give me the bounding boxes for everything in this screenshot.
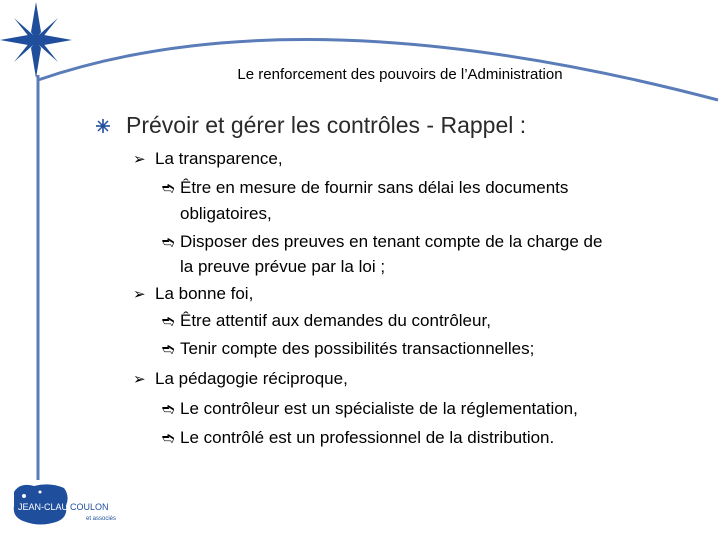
outline-arrow-bullet-icon: ➬ [162, 401, 175, 418]
list-item [133, 149, 283, 169]
arrowhead-bullet-icon: ➢ [133, 151, 146, 168]
outline-arrow-bullet-icon: ➬ [162, 313, 175, 330]
logo-text-line1: JEAN-CLAUDE [18, 502, 81, 512]
list-item [133, 369, 348, 389]
sub-item [162, 232, 602, 252]
arrowhead-bullet-icon: ➢ [133, 371, 146, 388]
company-logo [10, 482, 125, 527]
sub-item [162, 399, 578, 419]
star-bullet-icon [96, 119, 110, 133]
list-item-label: La bonne foi, [155, 284, 254, 303]
sub-item-text: Le contrôlé est un professionnel de la distribution. [180, 428, 555, 447]
list-item-label: La transparence, [155, 149, 283, 168]
sub-item [162, 311, 491, 331]
sub-item [162, 339, 534, 359]
logo-text-line2: et associés [86, 516, 117, 522]
list-item-label: La pédagogie réciproque, [155, 369, 348, 388]
svg-text:COULON: COULON [70, 502, 109, 512]
arrowhead-bullet-icon: ➢ [133, 286, 146, 303]
sub-item-text: Être attentif aux demandes du contrôleur, [180, 311, 491, 330]
outline-arrow-bullet-icon: ➬ [162, 341, 175, 358]
sub-item-text: Tenir compte des possibilités transactionnelles; [180, 339, 535, 358]
sub-item-continuation: la preuve prévue par la loi ; [180, 257, 386, 276]
slide-header: Le renforcement des pouvoirs de l’Administration [237, 66, 563, 83]
star-logo-icon [0, 2, 72, 78]
slide-title: Prévoir et gérer les contrôles - Rappel : [126, 112, 527, 138]
sub-item [162, 428, 554, 448]
sub-item [162, 178, 568, 198]
list-item [133, 284, 253, 304]
sub-item-text: Le contrôleur est un spécialiste de la réglementation, [180, 399, 578, 418]
outline-arrow-bullet-icon: ➬ [162, 234, 175, 251]
title-row [96, 112, 526, 139]
sub-item-text: Disposer des preuves en tenant compte de la charge de [180, 232, 603, 251]
sub-item-continuation: obligatoires, [180, 204, 272, 223]
sub-item-text: Être en mesure de fournir sans délai les documents [180, 178, 569, 197]
outline-arrow-bullet-icon: ➬ [162, 430, 175, 447]
outline-arrow-bullet-icon: ➬ [162, 180, 175, 197]
